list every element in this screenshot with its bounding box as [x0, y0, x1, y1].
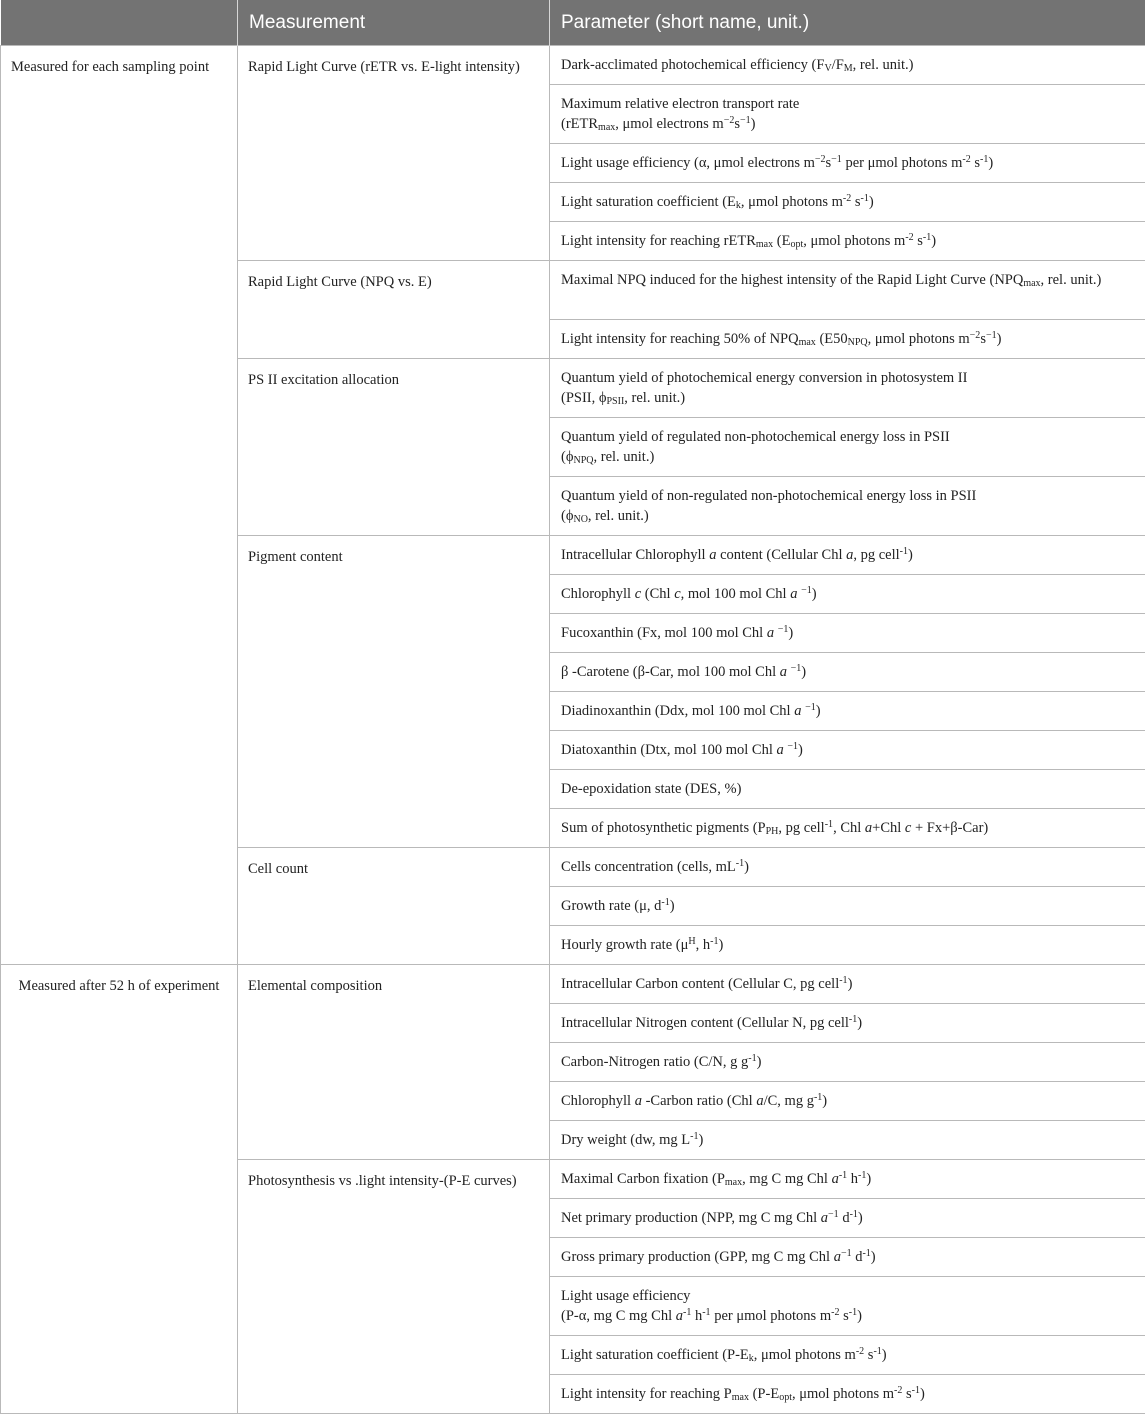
text-run: +Chl — [872, 820, 905, 836]
text-run: Light intensity for reaching rETR — [561, 233, 756, 249]
parameter-cell — [550, 222, 1145, 261]
text-run: ) — [858, 1210, 863, 1226]
text-run: ) — [869, 194, 874, 210]
text-run: Light saturation coefficient (P-E — [561, 1347, 749, 1363]
text-run: d — [839, 1210, 850, 1226]
text-run: s — [902, 1386, 911, 1402]
text-run: , μmol photons m — [803, 233, 905, 249]
superscript: -1 — [862, 1248, 870, 1259]
superscript: −1 — [787, 741, 798, 752]
superscript: -1 — [850, 1209, 858, 1220]
superscript: -2 — [905, 232, 913, 243]
text-run: + Fx+β-Car) — [911, 820, 988, 836]
superscript: −1 — [986, 330, 997, 341]
text-run: , rel. unit.) — [588, 508, 649, 524]
text-run: Fucoxanthin (Fx, mol 100 mol Chl — [561, 625, 767, 641]
table-row — [1, 965, 1145, 1004]
text-run: s — [864, 1347, 873, 1363]
text-run: ) — [866, 1171, 871, 1187]
parameter-cell — [550, 320, 1145, 359]
parameter-cell — [550, 418, 1145, 477]
text-run: /F — [832, 57, 844, 73]
italic-text: a — [834, 1249, 841, 1265]
text-run: ) — [751, 116, 756, 132]
header-group-column — [1, 0, 238, 46]
subscript: opt — [790, 239, 803, 250]
text-run: (P-E — [749, 1386, 779, 1402]
parameter-cell — [550, 770, 1145, 809]
text-run: Maximal Carbon fixation (P — [561, 1171, 725, 1187]
text-run: , μmol photons m — [792, 1386, 894, 1402]
text-run: ) — [857, 1015, 862, 1031]
text-run: , μmol photons m — [741, 194, 843, 210]
text-run: ) — [848, 976, 853, 992]
subscript: k — [736, 200, 741, 211]
text-run: ) — [857, 1308, 862, 1324]
superscript: −2 — [970, 330, 981, 341]
text-run: , Chl — [833, 820, 865, 836]
superscript: -1 — [923, 232, 931, 243]
superscript: −1 — [740, 115, 751, 126]
text-run: , μmol electrons m — [615, 116, 723, 132]
parameter-cell — [550, 1160, 1145, 1199]
parameter-cell — [550, 1375, 1145, 1414]
text-run: ) — [988, 155, 993, 171]
superscript: −1 — [841, 1248, 852, 1259]
text-run: Hourly growth rate (μ — [561, 937, 688, 953]
superscript: -1 — [900, 546, 908, 557]
parameter-cell — [550, 1004, 1145, 1043]
text-run: s — [734, 116, 740, 132]
italic-text: c — [635, 586, 641, 602]
parameter-cell — [550, 575, 1145, 614]
text-run: content (Cellular Chl — [716, 547, 846, 563]
text-run: , pg cell — [853, 547, 899, 563]
text-run: Quantum yield of photochemical energy conversion in photosystem II — [561, 370, 967, 386]
parameter-cell — [550, 1082, 1145, 1121]
text-run: Light usage efficiency (α, μmol electrons m — [561, 155, 815, 171]
subscript: max — [1023, 278, 1040, 289]
text-run: (ϕ — [561, 508, 573, 524]
text-run: Intracellular Nitrogen content (Cellular N, pg cell — [561, 1015, 849, 1031]
parameter-cell — [550, 1277, 1145, 1336]
text-run: , pg cell — [778, 820, 824, 836]
parameter-cell — [550, 1121, 1145, 1160]
text-run: ) — [882, 1347, 887, 1363]
italic-text: a — [790, 586, 797, 602]
text-run: Light intensity for reaching P — [561, 1386, 732, 1402]
parameter-cell — [550, 926, 1145, 965]
text-run: Sum of photosynthetic pigments (P — [561, 820, 766, 836]
text-run: , rel. unit.) — [1041, 272, 1102, 288]
italic-text: a — [676, 1308, 683, 1324]
text-run: Light saturation coefficient (E — [561, 194, 736, 210]
subscript: max — [799, 337, 816, 348]
italic-text: a — [635, 1093, 642, 1109]
italic-text: a — [821, 1210, 828, 1226]
measurement-cell: Rapid Light Curve (NPQ vs. E) — [238, 261, 550, 359]
subscript: M — [844, 63, 853, 74]
header-measurement-column: Measurement — [238, 0, 550, 46]
subscript: k — [749, 1353, 754, 1364]
header-row — [1, 0, 1145, 46]
text-run: (PSII, ϕ — [561, 390, 607, 406]
text-run: (ϕ — [561, 449, 573, 465]
text-run: , h — [696, 937, 711, 953]
subscript: PH — [766, 826, 779, 837]
text-run: s — [971, 155, 980, 171]
text-run: ) — [801, 664, 806, 680]
superscript: -1 — [690, 1131, 698, 1142]
italic-text: a — [709, 547, 716, 563]
text-run: Intracellular Carbon content (Cellular C, pg cell — [561, 976, 839, 992]
subscript: NPQ — [848, 337, 868, 348]
parameter-cell — [550, 692, 1145, 731]
italic-text: c — [674, 586, 680, 602]
superscript: -1 — [873, 1346, 881, 1357]
superscript: -2 — [856, 1346, 864, 1357]
superscript: -1 — [839, 975, 847, 986]
superscript: -1 — [912, 1385, 920, 1396]
superscript: -1 — [861, 193, 869, 204]
parameter-cell — [550, 809, 1145, 848]
text-run: Quantum yield of regulated non-photochemical energy loss in PSII — [561, 429, 950, 445]
text-run: Growth rate (μ, d — [561, 898, 661, 914]
text-run: Maximum relative electron transport rate — [561, 96, 799, 112]
text-run: ) — [757, 1054, 762, 1070]
superscript: -1 — [661, 897, 669, 908]
text-run: , mol 100 mol Chl — [681, 586, 791, 602]
italic-text: a — [832, 1171, 839, 1187]
parameter-cell — [550, 1043, 1145, 1082]
superscript: −2 — [815, 154, 826, 165]
superscript: −1 — [805, 702, 816, 713]
italic-text: a — [767, 625, 774, 641]
superscript: −1 — [801, 585, 812, 596]
superscript: -2 — [962, 154, 970, 165]
parameter-cell — [550, 261, 1145, 320]
text-run: ) — [908, 547, 913, 563]
superscript: -1 — [825, 819, 833, 830]
text-run: Chlorophyll — [561, 586, 635, 602]
parameter-cell — [550, 965, 1145, 1004]
parameter-cell — [550, 46, 1145, 85]
italic-text: a — [780, 664, 787, 680]
text-run: ) — [670, 898, 675, 914]
text-run: Maximal NPQ induced for the highest intensity of the Rapid Light Curve (NPQ — [561, 272, 1023, 288]
superscript: -1 — [858, 1170, 866, 1181]
text-run: (rETR — [561, 116, 598, 132]
parameter-cell — [550, 85, 1145, 144]
superscript: -1 — [839, 1170, 847, 1181]
text-run: , rel. unit.) — [593, 449, 654, 465]
superscript: -1 — [702, 1307, 710, 1318]
text-run: d — [852, 1249, 863, 1265]
superscript: -2 — [894, 1385, 902, 1396]
text-run: ) — [931, 233, 936, 249]
italic-text: c — [905, 820, 911, 836]
text-run: , mg C mg Chl — [742, 1171, 831, 1187]
superscript: -1 — [736, 858, 744, 869]
parameter-cell — [550, 653, 1145, 692]
table-header — [1, 0, 1145, 46]
parameter-cell — [550, 848, 1145, 887]
superscript: -1 — [849, 1014, 857, 1025]
parameter-cell — [550, 536, 1145, 575]
text-run: Diatoxanthin (Dtx, mol 100 mol Chl — [561, 742, 776, 758]
text-run: Intracellular Chlorophyll — [561, 547, 709, 563]
text-run: ) — [788, 625, 793, 641]
text-run: ) — [698, 1132, 703, 1148]
parameter-cell — [550, 477, 1145, 536]
group-cell: Measured for each sampling point — [1, 46, 238, 965]
text-run: ) — [920, 1386, 925, 1402]
text-run: s — [826, 155, 832, 171]
text-run: Diadinoxanthin (Ddx, mol 100 mol Chl — [561, 703, 794, 719]
subscript: NO — [573, 514, 587, 525]
parameter-cell — [550, 887, 1145, 926]
text-run: Carbon-Nitrogen ratio (C/N, g g — [561, 1054, 748, 1070]
subscript: max — [725, 1177, 742, 1188]
subscript: max — [598, 122, 615, 133]
measurement-cell: Rapid Light Curve (rETR vs. E-light intensity) — [238, 46, 550, 261]
text-run: s — [914, 233, 923, 249]
subscript: opt — [779, 1392, 792, 1403]
header-parameter-column: Parameter (short name, unit.) — [550, 0, 1145, 46]
superscript: H — [688, 936, 695, 947]
text-run: (Chl — [641, 586, 674, 602]
text-run: ) — [871, 1249, 876, 1265]
measurement-cell: PS II excitation allocation — [238, 359, 550, 536]
superscript: −1 — [828, 1209, 839, 1220]
text-run: Gross primary production (GPP, mg C mg Chl — [561, 1249, 834, 1265]
text-run: ) — [997, 331, 1002, 347]
measurement-cell: Pigment content — [238, 536, 550, 848]
superscript: -1 — [748, 1053, 756, 1064]
text-run: , μmol photons m — [868, 331, 970, 347]
text-run: Light intensity for reaching 50% of NPQ — [561, 331, 799, 347]
italic-text: a — [776, 742, 783, 758]
superscript: -1 — [980, 154, 988, 165]
text-run: per μmol photons m — [711, 1308, 832, 1324]
text-run: ) — [798, 742, 803, 758]
parameter-cell — [550, 614, 1145, 653]
text-run: s — [851, 194, 860, 210]
subscript: max — [756, 239, 773, 250]
text-run: Net primary production (NPP, mg C mg Chl — [561, 1210, 821, 1226]
parameter-cell — [550, 359, 1145, 418]
measurement-cell: Photosynthesis vs .light intensity-(P-E curves) — [238, 1160, 550, 1414]
measurement-cell: Elemental composition — [238, 965, 550, 1160]
text-run: h — [847, 1171, 858, 1187]
group-cell: Measured after 52 h of experiment — [1, 965, 238, 1414]
text-run: ) — [744, 859, 749, 875]
text-run: Dark-acclimated photochemical efficiency (F — [561, 57, 824, 73]
parameter-cell — [550, 183, 1145, 222]
text-run: -Carbon ratio (Chl — [642, 1093, 756, 1109]
text-run: Dry weight (dw, mg L — [561, 1132, 690, 1148]
superscript: −1 — [831, 154, 842, 165]
text-run: , rel. unit.) — [624, 390, 685, 406]
text-run: De-epoxidation state (DES, %) — [561, 781, 741, 797]
text-run: , rel. unit.) — [853, 57, 914, 73]
subscript: max — [732, 1392, 749, 1403]
italic-text: a — [846, 547, 853, 563]
text-run: Light usage efficiency — [561, 1288, 690, 1304]
italic-text: a — [865, 820, 872, 836]
subscript: PSII — [607, 396, 625, 407]
parameter-cell — [550, 731, 1145, 770]
text-run: s — [980, 331, 986, 347]
text-run: Quantum yield of non-regulated non-photochemical energy loss in PSII — [561, 488, 976, 504]
text-run: per μmol photons m — [842, 155, 963, 171]
text-run: (E — [773, 233, 790, 249]
text-run: (E50 — [816, 331, 848, 347]
measurement-cell: Cell count — [238, 848, 550, 965]
superscript: -1 — [849, 1307, 857, 1318]
parameter-cell — [550, 1336, 1145, 1375]
text-run: β -Carotene (β-Car, mol 100 mol Chl — [561, 664, 780, 680]
text-run: s — [839, 1308, 848, 1324]
text-run: ) — [718, 937, 723, 953]
italic-text: a — [794, 703, 801, 719]
superscript: −2 — [724, 115, 735, 126]
text-run: /C, mg g — [764, 1093, 814, 1109]
superscript: -1 — [814, 1092, 822, 1103]
table-body — [1, 46, 1145, 1414]
text-run: ) — [812, 586, 817, 602]
parameter-cell — [550, 1199, 1145, 1238]
text-run: Chlorophyll — [561, 1093, 635, 1109]
text-run: ) — [816, 703, 821, 719]
superscript: −1 — [791, 663, 802, 674]
subscript: V — [824, 63, 831, 74]
superscript: −1 — [778, 624, 789, 635]
parameter-cell — [550, 1238, 1145, 1277]
table-row — [1, 46, 1145, 85]
text-run: h — [691, 1308, 702, 1324]
superscript: -2 — [831, 1307, 839, 1318]
superscript: -1 — [710, 936, 718, 947]
parameter-cell — [550, 144, 1145, 183]
subscript: NPQ — [573, 455, 593, 466]
superscript: -1 — [683, 1307, 691, 1318]
text-run: ) — [822, 1093, 827, 1109]
text-run: , μmol photons m — [754, 1347, 856, 1363]
superscript: -2 — [843, 193, 851, 204]
text-run: (P-α, mg C mg Chl — [561, 1308, 676, 1324]
italic-text: a — [756, 1093, 763, 1109]
text-run: Cells concentration (cells, mL — [561, 859, 736, 875]
